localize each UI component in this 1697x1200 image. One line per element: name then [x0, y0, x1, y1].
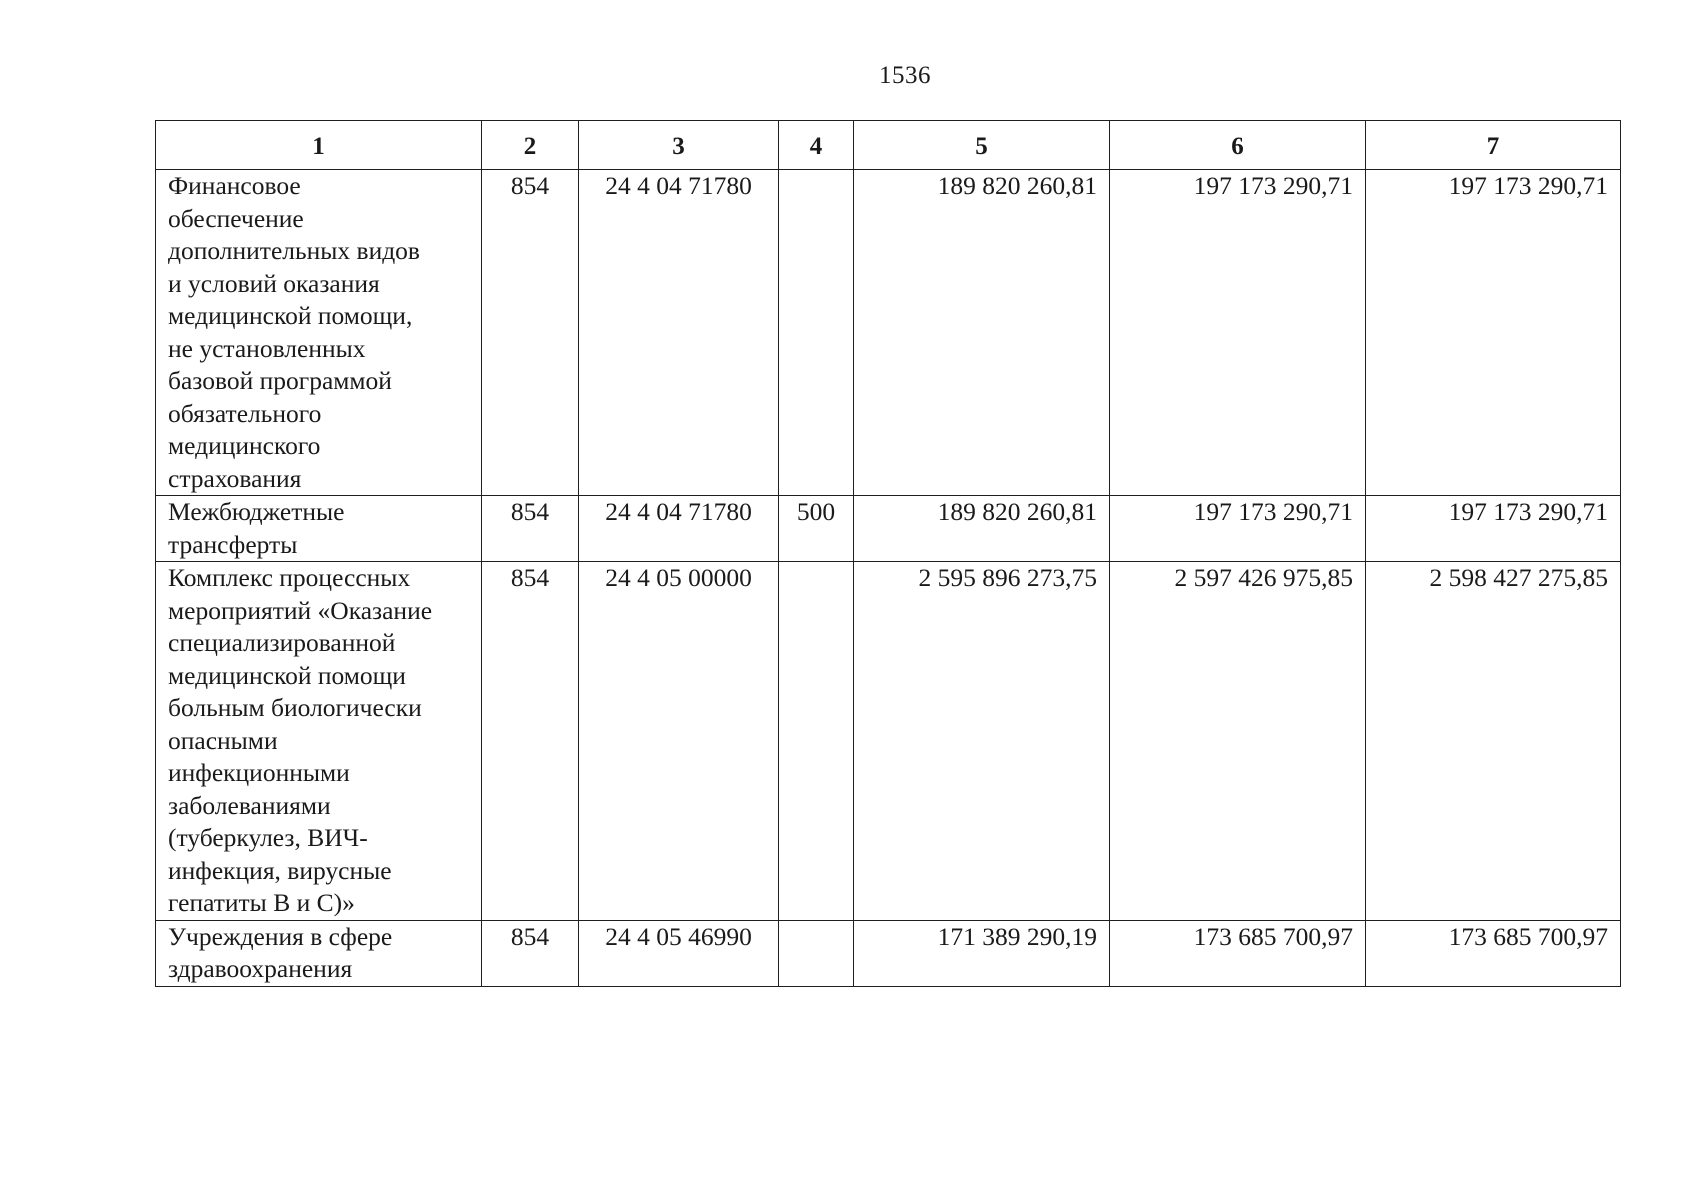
row-grbs: 854 [482, 496, 579, 562]
row-sum-2: 2 597 426 975,85 [1110, 562, 1366, 921]
table-row [156, 496, 1621, 562]
table-row [156, 920, 1621, 986]
col-header-5: 5 [854, 121, 1110, 170]
col-header-4: 4 [779, 121, 854, 170]
row-vr [779, 920, 854, 986]
row-sum-1: 2 595 896 273,75 [854, 562, 1110, 921]
row-grbs: 854 [482, 920, 579, 986]
row-csr: 24 4 04 71780 [579, 496, 779, 562]
table-row [156, 562, 1621, 921]
row-sum-3: 173 685 700,97 [1366, 920, 1621, 986]
row-sum-3: 197 173 290,71 [1366, 496, 1621, 562]
row-grbs: 854 [482, 170, 579, 496]
col-header-3: 3 [579, 121, 779, 170]
row-name: Учреждения в сфере здравоохранения [156, 920, 482, 986]
row-name: Комплекс процессных мероприятий «Оказание специализированной медицинской помощи больным биологически опасными инфекционными заболеваниями (туберкулез, ВИЧ- инфекция, вирусные гепатиты В и С)» [156, 562, 482, 921]
col-header-2: 2 [482, 121, 579, 170]
row-sum-2: 197 173 290,71 [1110, 496, 1366, 562]
row-sum-1: 189 820 260,81 [854, 170, 1110, 496]
page-number: 1536 [879, 62, 931, 89]
row-sum-1: 189 820 260,81 [854, 496, 1110, 562]
row-vr: 500 [779, 496, 854, 562]
row-sum-3: 197 173 290,71 [1366, 170, 1621, 496]
row-csr: 24 4 04 71780 [579, 170, 779, 496]
col-header-6: 6 [1110, 121, 1366, 170]
col-header-1: 1 [156, 121, 482, 170]
col-header-7: 7 [1366, 121, 1621, 170]
row-sum-1: 171 389 290,19 [854, 920, 1110, 986]
row-csr: 24 4 05 46990 [579, 920, 779, 986]
row-csr: 24 4 05 00000 [579, 562, 779, 921]
row-vr [779, 562, 854, 921]
row-name: Межбюджетные трансферты [156, 496, 482, 562]
row-sum-2: 173 685 700,97 [1110, 920, 1366, 986]
row-vr [779, 170, 854, 496]
budget-table [155, 120, 1621, 987]
row-sum-2: 197 173 290,71 [1110, 170, 1366, 496]
table-row [156, 170, 1621, 496]
header-row [156, 121, 1621, 170]
row-name: Финансовое обеспечение дополнительных видов и условий оказания медицинской помощи, не установленных базовой программой обязательного медицинского страхования [156, 170, 482, 496]
row-sum-3: 2 598 427 275,85 [1366, 562, 1621, 921]
row-grbs: 854 [482, 562, 579, 921]
